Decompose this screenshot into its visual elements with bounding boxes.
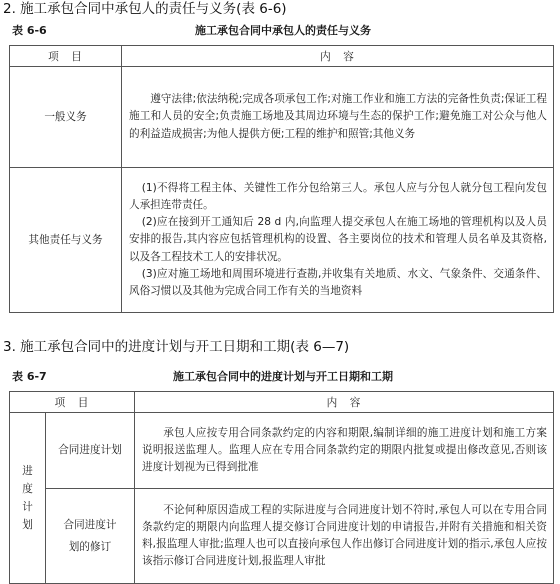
section-heading: 2. 施工承包合同中承包人的责任与义务(表 6-6) [3,1,287,17]
table-row [10,67,554,168]
header-item: 项 目 [10,46,122,67]
row-label: 其他责任与义务 [10,168,122,313]
content-item: (3)应对施工场地和周围环境进行查勘,并收集有关地质、水文、气象条件、交通条件、风俗习惯以及其他为完成合同工作有关的当地资料 [129,267,547,297]
table-number: 表 6-6 [12,24,47,37]
row-label: 合同进度计划 [46,413,135,489]
content-text: 承包人应按专用合同条款约定的内容和期限,编制详细的施工进度计划和施工方案说明报送监理人。监理人应在专用合同条款约定的期限内批复或提出修改意见,否则该进度计划视为已得到批准 [142,426,547,474]
row-label [46,489,135,584]
group-label: 进度计划 [22,465,33,531]
table-row [10,489,554,584]
header-content: 内 容 [135,392,554,413]
row-label-text: 合同进度计划的修订 [63,519,117,553]
row-content [122,67,554,168]
table-caption [12,369,554,385]
table-row [10,413,554,489]
row-label: 一般义务 [10,67,122,168]
responsibility-table [9,45,554,313]
table-caption [12,23,554,39]
section-heading: 3. 施工承包合同中的进度计划与开工日期和工期(表 6—7) [3,339,350,355]
table-title: 施工承包合同中承包人的责任与义务 [195,24,371,37]
header-item: 项 目 [10,392,135,413]
group-label-cell [10,413,46,584]
table-number: 表 6-7 [12,370,47,383]
content-text: 不论何种原因造成工程的实际进度与合同进度计划不符时,承包人可以在专用合同条款约定的期限内向监理人提交修订合同进度计划的申请报告,并附有关措施和相关资料,报监理人审批;监理人也可以直接向承包人作出修订合同进度计划的指示,承包人应按该指示修订合同进度计划,报监理人审批 [142,503,547,568]
header-content: 内 容 [122,46,554,67]
row-content [135,489,554,584]
row-content [135,413,554,489]
content-item: (1)不得将工程主体、关键性工作分包给第三人。承包人应与分包人就分包工程向发包人承担连带责任。 [129,181,547,211]
content-text: 遵守法律;依法纳税;完成各项承包工作;对施工作业和施工方法的完备性负责;保证工程施工和人员的安全;负责施工场地及其周边环境与生态的保护工作;避免施工对公众与他人的利益造成损害;为他人提供方便;工程的维护和照管;其他义务 [129,93,547,140]
content-item: (2)应在接到开工通知后 28 d 内,向监理人提交承包人在施工场地的管理机构以及人员安排的报告,其内容应包括管理机构的设置、各主要岗位的技术和管理人员名单及其资格,以及各工程技术工人的安排状况。 [129,216,547,263]
schedule-table [9,391,554,584]
table-header-row [10,46,554,67]
row-content [122,168,554,313]
table-header-row [10,392,554,413]
table-title: 施工承包合同中的进度计划与开工日期和工期 [173,370,393,383]
table-row [10,168,554,313]
